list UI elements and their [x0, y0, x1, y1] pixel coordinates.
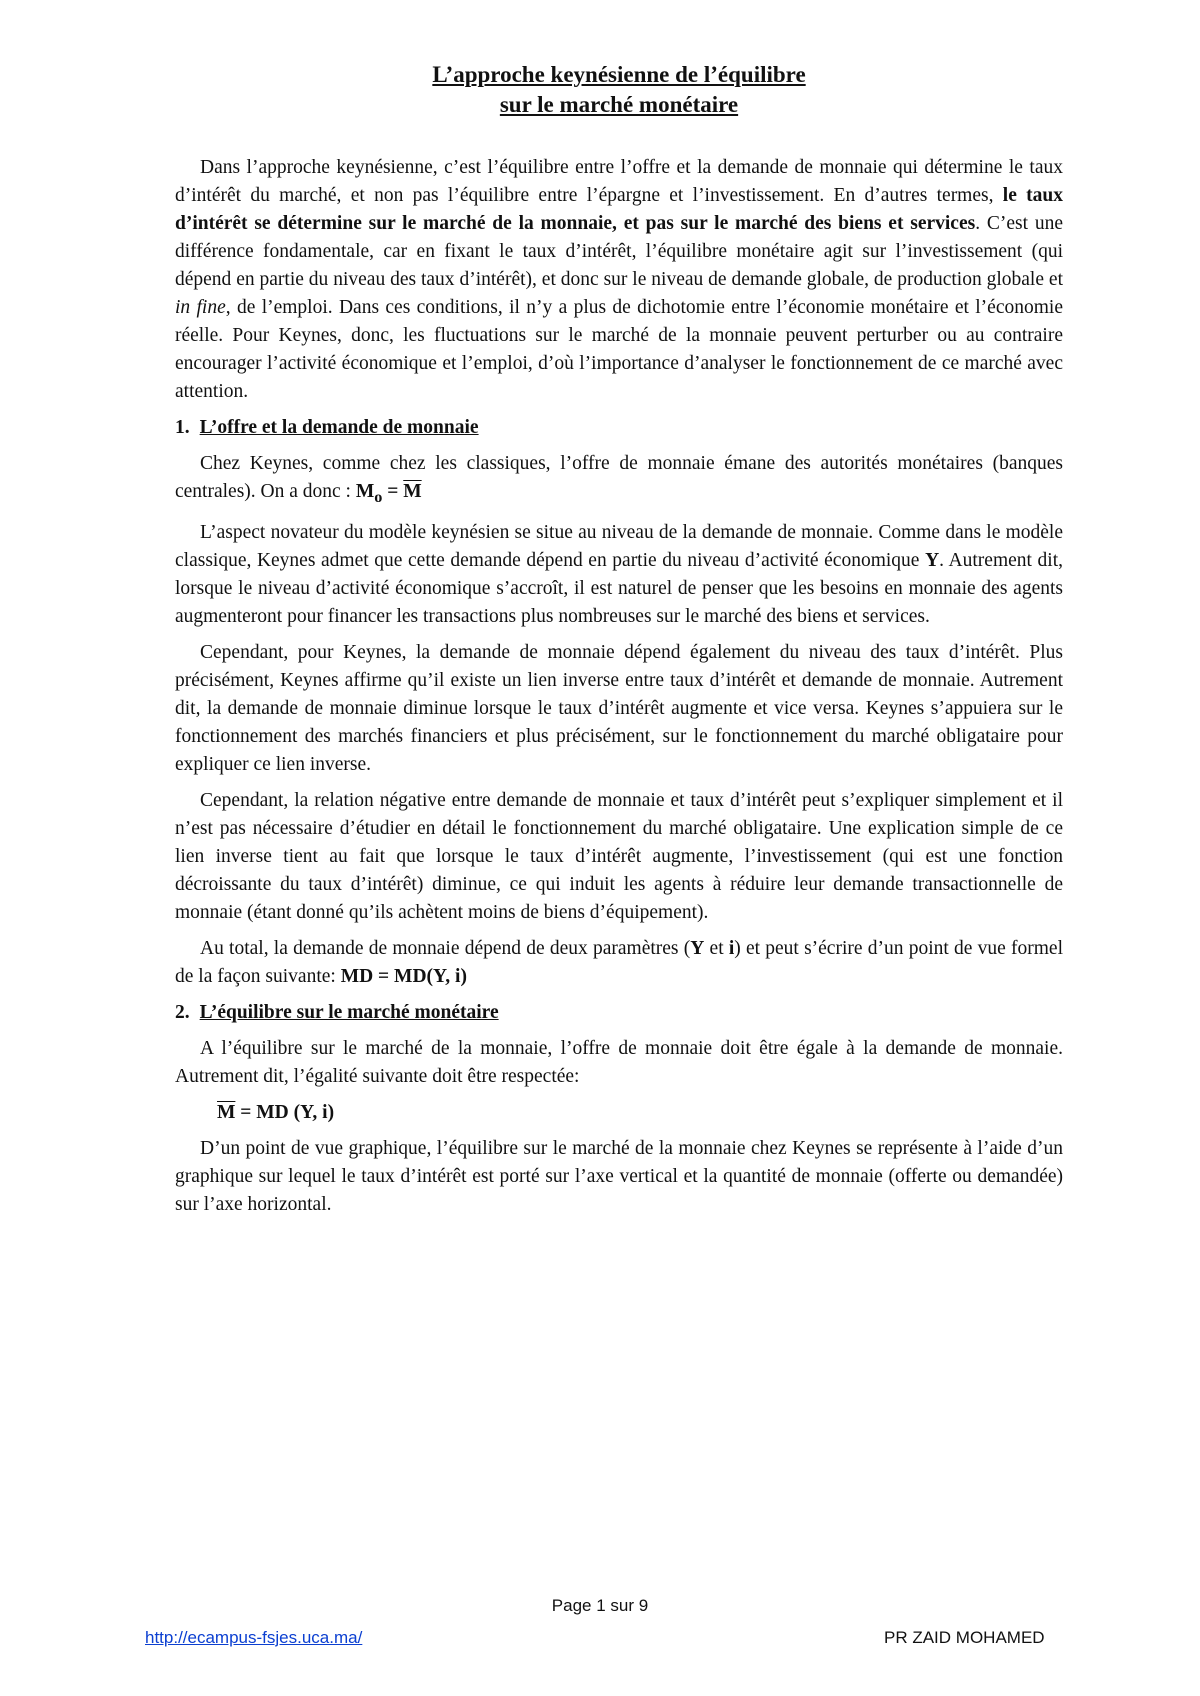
document-body — [175, 60, 1063, 1227]
section-1-number: 1. — [175, 417, 190, 438]
s1p5-text-1: Au total, la demande de monnaie dépend de deux paramètres ( — [200, 937, 691, 959]
equilibrium-formula-m-bar: $\overline{M}$ — [217, 1101, 236, 1123]
intro-text-3: , de l’emploi. Dans ces conditions, il n’y a plus de dichotomie entre l’économie monétaire et l’économie réelle. Pour Keynes, donc, les fluctuations sur le marché de la monnaie peuvent perturber ou au contraire encourager l’activité économique et l’emploi, d’où l’importance d’analyser le fonctionnement de ce marché avec attention. — [175, 297, 1063, 402]
section-2-heading — [175, 999, 1063, 1027]
s1p5-bold-i: i — [728, 937, 735, 959]
formula-m: M — [355, 481, 375, 502]
money-supply-formula — [355, 481, 422, 506]
intro-italic-text: in fine — [175, 297, 226, 318]
section-1-paragraph-2 — [175, 519, 1063, 631]
s1p2-bold-y: Y — [925, 549, 940, 571]
section-1-paragraph-1 — [175, 450, 1063, 511]
formula-m-bar: $\overline{M}$ — [403, 481, 422, 502]
s1p5-text-2: ) et peut s’écrire d’un point de vue formel de la façon suivante: — [175, 937, 1063, 987]
section-1-paragraph-4: Cependant, la relation négative entre demande de monnaie et taux d’intérêt peut s’expliquer simplement et il n’est pas nécessaire d’étudier en détail le fonctionnement du marché obligataire. Une explication simple de ce lien inverse tient au fait que lorsque le taux d’intérêt augmente, l’investissement (qui est une fonction décroissante du taux d’intérêt) diminue, ce qui induit les agents à réduire leur demande transactionnelle de monnaie (étant donné qu’ils achètent moins de biens d’équipement). — [175, 789, 1063, 923]
formula-sub-o: o — [374, 487, 383, 506]
document-title-line2: sur le marché monétaire — [499, 92, 739, 117]
footer-author: PR ZAID MOHAMED — [884, 1628, 1045, 1647]
s1p2-text-1: L’aspect novateur du modèle keynésien se situe au niveau de la demande de monnaie. Comme dans le modèle classique, Keynes admet que cette demande dépend en partie du niveau d’activité économique — [175, 521, 1063, 571]
s1p2-text-2: . Autrement dit, lorsque le niveau d’activité économique s’accroît, il est naturel de penser que les besoins en monnaie des agents augmenteront pour financer les transactions plus nombreuses sur le marché des biens et services. — [175, 549, 1063, 627]
section-1-heading — [175, 414, 1063, 442]
section-1-paragraph-5 — [175, 935, 1063, 991]
s1p5-and: et — [704, 937, 729, 959]
money-demand-formula: MD = MD(Y, i) — [340, 965, 467, 987]
document-title-line1: L’approche keynésienne de l’équilibre — [432, 62, 806, 87]
section-1-paragraph-3: Cependant, pour Keynes, la demande de monnaie dépend également du niveau des taux d’intérêt. Plus précisément, Keynes affirme qu’il existe un lien inverse entre taux d’intérêt et demande de monnaie. Autrement dit, la demande de monnaie diminue lorsque le taux d’intérêt augmente et vice versa. Keynes s’appuiera sur le fonctionnement des marchés financiers et plus précisément, sur le fonctionnement du marché obligataire pour expliquer ce lien inverse. — [175, 641, 1063, 775]
section-2-number: 2. — [175, 1001, 190, 1023]
intro-bold-text: le taux d’intérêt se détermine sur le marché de la monnaie, et pas sur le marché des biens et services — [175, 185, 1063, 234]
equilibrium-formula-rest: = MD (Y, i) — [235, 1101, 335, 1123]
s1p1-text: Chez Keynes, comme chez les classiques, l’offre de monnaie émane des autorités monétaires (banques centrales). On a donc : — [175, 453, 1063, 502]
intro-text-1: Dans l’approche keynésienne, c’est l’équilibre entre l’offre et la demande de monnaie qui détermine le taux d’intérêt du marché, et non pas l’équilibre entre l’épargne et l’investissement. En d’autres termes, — [175, 157, 1063, 206]
intro-text-2: . C’est une différence fondamentale, car en fixant le taux d’intérêt, l’équilibre monétaire agit sur l’investissement (qui dépend en partie du niveau des taux d’intérêt), et donc sur le niveau de demande globale, de production globale et — [175, 213, 1063, 290]
section-2-paragraph-1: A l’équilibre sur le marché de la monnaie, l’offre de monnaie doit être égale à la demande de monnaie. Autrement dit, l’égalité suivante doit être respectée: — [175, 1037, 1063, 1087]
formula-equals: = — [382, 481, 404, 502]
section-2-title: L’équilibre sur le marché monétaire — [199, 1001, 499, 1023]
section-2-paragraph-2: D’un point de vue graphique, l’équilibre sur le marché de la monnaie chez Keynes se représente à l’aide d’un graphique sur lequel le taux d’intérêt est porté sur l’axe vertical et la quantité de monnaie (offerte ou demandée) sur l’axe horizontal. — [175, 1137, 1063, 1215]
section-1-title: L’offre et la demande de monnaie — [199, 417, 479, 438]
footer-url-link[interactable]: http://ecampus-fsjes.uca.ma/ — [145, 1628, 363, 1647]
equilibrium-formula — [175, 1099, 1063, 1127]
intro-paragraph — [175, 154, 1063, 406]
page-number: Page 1 sur 9 — [551, 1596, 649, 1615]
s1p5-bold-y: Y — [690, 937, 705, 959]
